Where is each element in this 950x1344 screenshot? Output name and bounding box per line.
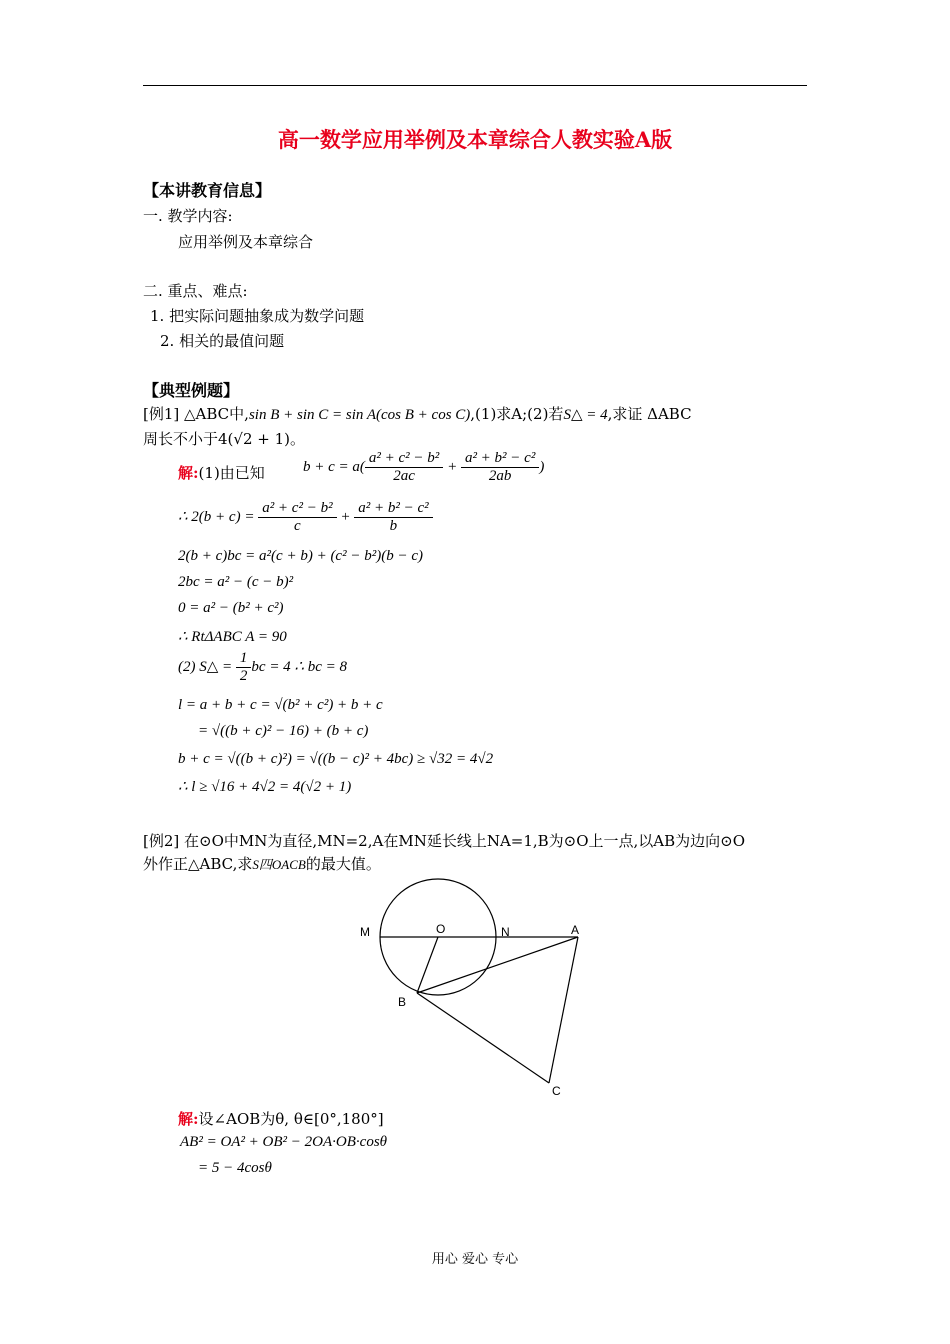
eq2: ∴ 2(b + c) = $\frac{\text{a² + c² − b²}}{c}$ + $\frac{\text{a² + b² − c²}}{b}$ [178,500,433,535]
example1-statement-line2: 周长不小于4(√2 + 1)。 [143,430,305,448]
content-text: 应用举例及本章综合 [178,233,314,251]
label-m: M [360,925,370,939]
solution2-label: 解: [178,1110,199,1128]
eq10: b + c = √((b + c)²) = √((b − c)² + 4bc) ≥ √32 = 4√2 [178,751,494,767]
eq4: 2bc = a² − (c − b)² [178,574,294,590]
solution-intro-text: (1)由已知 [198,464,265,482]
example2-statement: [例2] 在⊙O中MN为直径,MN=2,A在MN延长线上NA=1,B为⊙O上一点,以AB为边向⊙O [143,832,746,850]
section-examples-header: 【典型例题】 [143,381,240,400]
eq7-suffix: bc = 4 ∴ bc = 8 [251,658,348,675]
eq8: l = a + b + c = √(b² + c²) + b + c [178,697,383,713]
page-title: 高一数学应用举例及本章综合人教实验A版 [277,127,673,152]
eq2-num2: a² + b² − c² [354,500,432,518]
example1-prefix: [例1] △ABC中, [143,405,249,423]
eq3: 2(b + c)bc = a²(c + b) + (c² − b²)(b − c) [178,548,423,564]
example1-suffix: ,求证 ΔABC [607,405,692,423]
geometry-figure [350,870,600,1100]
label-c: C [552,1084,561,1098]
label-a: A [571,923,580,937]
eq11: ∴ l ≥ √16 + 4√2 = 4(√2 + 1) [178,779,352,795]
key-item-2: 2. 相关的最值问题 [160,332,285,350]
eq2-num1: a² + c² − b² [258,500,336,518]
eq2-den1: c [294,518,301,534]
example2-solution-1 [178,1108,384,1129]
label-n: N [501,925,510,939]
eq1-den2: 2ab [488,468,512,484]
eq2-den2: b [389,518,398,534]
key-label: 二. 重点、难点: [143,282,248,300]
eq9: = √((b + c)² − 16) + (b + c) [198,723,369,739]
example1-statement [143,403,692,424]
label-o: O [436,922,446,936]
example1-condition: sin B + sin C = sin A(cos B + cos C) [248,407,471,423]
segment-ca [549,937,578,1083]
example1-mid: ,(1)求A;(2)若 [470,405,564,423]
top-rule [143,85,807,86]
example2-area: S四OACB [252,857,306,872]
eq6: ∴ RtΔABC A = 90 [178,629,287,645]
content-label: 一. 教学内容: [143,207,233,225]
eq7 [178,650,347,685]
example1-area: S△ = 4 [563,407,608,423]
key-item-1: 1. 把实际问题抽象成为数学问题 [150,307,365,325]
example2-prefix: 外作正△ABC,求 [143,855,253,873]
example2-solution-3: = 5 − 4cosθ [198,1160,272,1176]
eq7-num: 1 [236,650,252,668]
eq1-den1: 2ac [393,468,415,484]
eq7-prefix: (2) S△ = [178,658,233,675]
example1-solution-intro [178,462,265,483]
solution2-text: 设∠AOB为θ, θ∈[0°,180°] [198,1110,384,1128]
section-info-header: 【本讲教育信息】 [143,181,272,200]
eq1: b + c = a( $\frac{\text{a² + c² − b²}}{2ac}$ + $\frac{\text{a² + b² − c²}}{2ab}$ ) [303,450,545,484]
example2-statement-line2 [143,853,381,874]
segment-bc [417,993,549,1083]
page-footer: 用心 爱心 专心 [431,1252,519,1267]
example2-suffix: 的最大值。 [305,855,381,873]
segment-ab [417,937,578,993]
eq1-num1: a² + c² − b² [365,450,443,468]
eq1-num2: a² + b² − c² [461,450,539,468]
eq5: 0 = a² − (b² + c²) [178,600,284,616]
example2-solution-2: AB² = OA² + OB² − 2OA·OB·cosθ [180,1134,388,1150]
solution-label: 解: [178,464,199,482]
eq7-den: 2 [239,668,248,684]
eq2-lhs: ∴ 2(b + c) = [178,508,255,525]
segment-ob [417,937,438,993]
eq1-lhs: b + c = a( [303,458,365,475]
label-b: B [398,995,407,1009]
